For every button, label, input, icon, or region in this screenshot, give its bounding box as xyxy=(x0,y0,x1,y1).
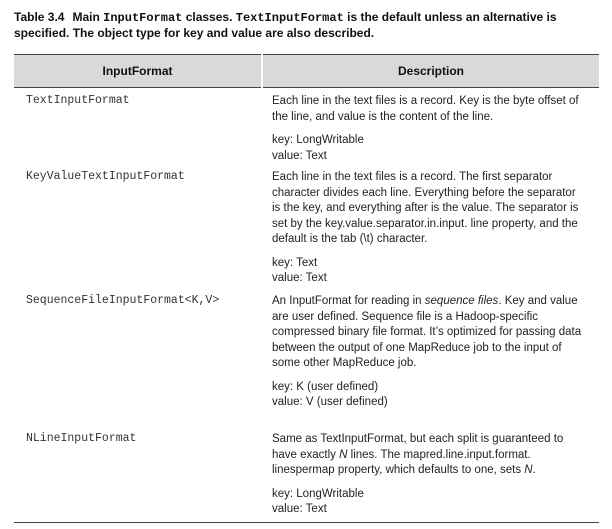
table-row xyxy=(14,288,599,426)
key-type: key: LongWritable xyxy=(272,134,364,146)
table-header-row xyxy=(14,55,599,88)
value-type: value: Text xyxy=(272,149,327,162)
format-name: KeyValueTextInputFormat xyxy=(26,170,185,183)
description-text: Each line in the text files is a record. Key is the byte offset of the line, and value is the content of the line. xyxy=(272,95,579,123)
emphasis-n: N xyxy=(524,464,533,476)
table-number: Table 3.4 xyxy=(14,10,65,24)
description-text: An InputFormat for reading in sequence files. Key and value are user defined. Sequence file is a Hadoop-specific compressed binary file format. It’s optimized for passing data between the output of one MapReduce job to the input of some other MapReduce job. xyxy=(272,295,582,369)
header-description: Description xyxy=(262,55,599,88)
key-type: key: Text xyxy=(272,256,318,269)
caption-mid: classes. xyxy=(182,10,236,24)
caption-code-inputformat: InputFormat xyxy=(103,11,183,25)
table-caption xyxy=(14,10,599,41)
format-description xyxy=(262,88,599,164)
format-name: SequenceFileInputFormat<K,V> xyxy=(26,294,220,307)
key-type: key: LongWritable xyxy=(272,487,364,500)
format-description xyxy=(262,426,599,518)
emphasis-sequence-files: sequence files xyxy=(424,295,499,307)
format-description xyxy=(262,164,599,287)
inputformat-table xyxy=(14,54,599,523)
value-type: value: Text xyxy=(272,272,327,284)
value-type: value: Text xyxy=(272,503,327,515)
table-row xyxy=(14,164,599,288)
emphasis-n: N xyxy=(339,448,348,461)
format-name: TextInputFormat xyxy=(26,94,130,107)
caption-lead: Main xyxy=(72,10,104,24)
caption-code-textinputformat: TextInputFormat xyxy=(235,11,344,25)
table-row xyxy=(14,88,599,165)
caption-rest: is the default unless an alternative is specified. The object type for key and value are also described. xyxy=(14,10,557,40)
table-row xyxy=(14,426,599,522)
value-type: value: V (user defined) xyxy=(272,396,388,408)
description-text: Same as TextInputFormat, but each split is guaranteed to have exactly N lines. The mapred.line.input.format. linespermap property, which defaults to one, sets N. xyxy=(272,433,564,476)
header-inputformat: InputFormat xyxy=(14,55,262,88)
format-description xyxy=(262,288,599,411)
description-text: Each line in the text files is a record. The first separator character divides each line. Everything before the separator is the key, and everything after is the value. The separator is set by the key.value.separator.in.input. line property, and the default is the tab (\t) character. xyxy=(272,171,579,245)
key-type: key: K (user defined) xyxy=(272,380,379,393)
format-name: NLineInputFormat xyxy=(26,432,137,445)
